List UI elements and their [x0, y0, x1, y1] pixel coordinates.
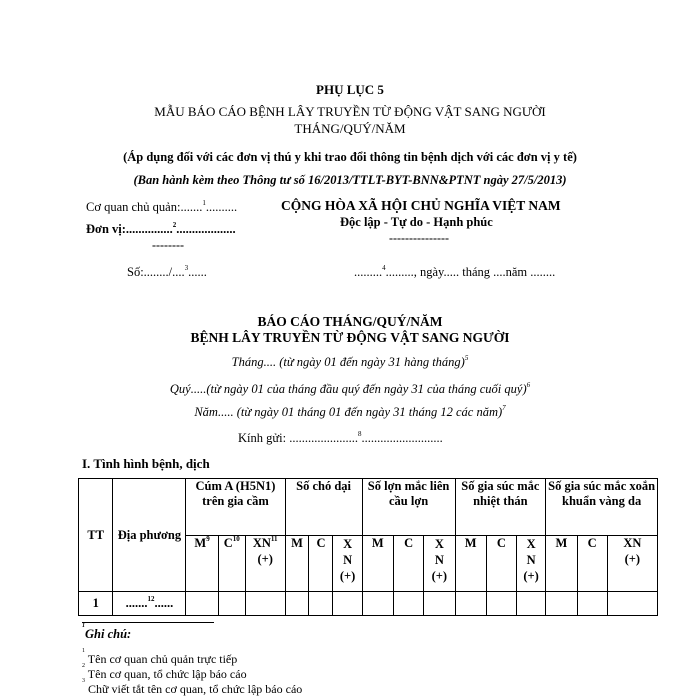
footnote-1-number: 1	[82, 648, 85, 654]
sub-xn-positive: (+)	[624, 552, 641, 566]
authority-line	[86, 200, 237, 215]
place-dots: .........	[354, 265, 383, 279]
place-footnote-ref: 4	[382, 263, 386, 272]
sub-xn-label: XN	[623, 536, 642, 550]
row-1-locality-footnote-ref: 12	[147, 594, 155, 603]
table-cell[interactable]	[486, 592, 516, 616]
row-1-locality	[113, 592, 186, 616]
addressee-label: Kính gửi: ......................	[238, 431, 358, 445]
period-month	[0, 355, 700, 370]
table-cell[interactable]	[285, 592, 309, 616]
table-cell[interactable]	[517, 592, 546, 616]
sub-header-m: M	[285, 536, 309, 592]
authority-label: Cơ quan chủ quản:.......	[86, 200, 203, 214]
table-cell[interactable]	[245, 592, 285, 616]
republic-heading: CỘNG HÒA XÃ HỘI CHỦ NGHĨA VIỆT NAM	[281, 198, 561, 213]
period-year-footnote-ref: 7	[502, 403, 506, 412]
table-cell[interactable]	[362, 592, 393, 616]
group-header-leptospira: Số gia súc mắc xoắn khuẩn vàng da	[546, 479, 658, 536]
xn-n: N	[434, 553, 444, 567]
table-cell[interactable]	[393, 592, 423, 616]
sub-header-xn	[607, 536, 657, 592]
unit-divider: --------	[152, 238, 184, 252]
table-cell[interactable]	[455, 592, 486, 616]
sub-header-m: M	[546, 536, 577, 592]
period-month-text: Tháng.... (từ ngày 01 đến ngày 31 hàng tháng)	[231, 355, 465, 369]
sub-header-xn	[245, 536, 285, 592]
sub-header-c: C	[486, 536, 516, 592]
sub-header-xn	[333, 536, 362, 592]
document-number-line	[127, 265, 207, 280]
issued-with-note: (Ban hành kèm theo Thông tư số 16/2013/TTLT-BYT-BNN&PTNT ngày 27/5/2013)	[133, 173, 567, 187]
addressee-footnote-ref: 8	[357, 429, 362, 438]
annex-title: PHỤ LỤC 5	[316, 82, 384, 97]
xn-n: N	[526, 553, 536, 567]
applicability-note: (Áp dụng đối với các đơn vị thú y khi trao đổi thông tin bệnh dịch với các đơn vị y tế)	[123, 150, 577, 164]
footnote-3-number: 3	[82, 678, 85, 684]
authority-footnote-ref: 1	[202, 198, 206, 207]
table-cell[interactable]	[309, 592, 333, 616]
xn-x: X	[434, 537, 444, 551]
unit-dots: ...................	[176, 222, 236, 236]
group-header-anthrax: Số gia súc mắc nhiệt thán	[455, 479, 546, 536]
table-cell[interactable]	[424, 592, 455, 616]
sub-header-c: C	[393, 536, 423, 592]
table-cell[interactable]	[546, 592, 577, 616]
national-motto: Độc lập - Tự do - Hạnh phúc	[340, 215, 493, 229]
group-header-rabies: Số chó dại	[285, 479, 362, 536]
xn-n: N	[343, 553, 353, 567]
document-number-dots: ......	[188, 265, 207, 279]
notes-heading	[82, 623, 132, 642]
group-header-swine-strep: Số lợn mắc liên cầu lợn	[362, 479, 455, 536]
table-cell[interactable]	[577, 592, 607, 616]
table-cell[interactable]	[333, 592, 362, 616]
form-title-line-1: MẪU BÁO CÁO BỆNH LÂY TRUYỀN TỪ ĐỘNG VẬT SANG NGƯỜI	[154, 104, 546, 119]
xn-x: X	[526, 537, 536, 551]
disease-report-table	[78, 478, 658, 616]
footnote-2-text: Tên cơ quan, tổ chức lập báo cáo	[87, 667, 247, 681]
row-1-tt: 1	[79, 592, 113, 616]
motto-divider: ---------------	[389, 231, 449, 245]
sub-header-c: C	[577, 536, 607, 592]
sub-header-xn	[517, 536, 546, 592]
period-quarter-text: Quý.....(từ ngày 01 của tháng đầu quý đến ngày 31 của tháng cuối quý)	[169, 382, 527, 396]
footnote-1-text: Tên cơ quan chủ quản trực tiếp	[87, 652, 238, 666]
sub-header-c	[218, 536, 245, 592]
notes-heading-footnote-ref: 1	[82, 623, 85, 629]
sub-xn-positive: (+)	[257, 552, 273, 566]
sub-m-footnote-ref: 9	[206, 534, 210, 543]
sub-header-m	[186, 536, 218, 592]
sub-header-c: C	[309, 536, 333, 592]
footnote-3-text: Chữ viết tắt tên cơ quan, tổ chức lập báo cáo	[88, 682, 303, 696]
period-quarter	[0, 382, 700, 397]
table-cell[interactable]	[218, 592, 245, 616]
document-number-label: Số:......../....	[127, 265, 185, 279]
sub-header-xn	[424, 536, 455, 592]
xn-positive: (+)	[339, 569, 356, 583]
table-cell[interactable]	[186, 592, 218, 616]
period-year-text: Năm..... (từ ngày 01 tháng 01 đến ngày 31 tháng 12 các năm)	[194, 405, 503, 419]
row-1-locality-dots-end: ......	[154, 596, 174, 610]
xn-x: X	[343, 537, 353, 551]
footnote-1	[82, 648, 238, 667]
xn-positive: (+)	[523, 569, 539, 583]
row-1-locality-dots: .......	[125, 596, 148, 610]
footnote-2-number: 2	[82, 663, 85, 669]
xn-positive: (+)	[431, 569, 448, 583]
col-header-tt: TT	[79, 479, 113, 592]
sub-c-label: C	[223, 536, 233, 550]
sub-xn-footnote-ref: 11	[270, 534, 278, 543]
period-year	[0, 405, 700, 420]
table-cell[interactable]	[607, 592, 657, 616]
addressee-line	[238, 431, 443, 446]
sub-m-label: M	[194, 536, 207, 550]
date-fields: ........., ngày..... tháng ....năm ........	[385, 265, 556, 279]
period-month-footnote-ref: 5	[464, 353, 469, 362]
authority-dots: ..........	[205, 200, 238, 214]
unit-line	[86, 222, 236, 237]
footnote-2	[82, 663, 247, 682]
group-header-h5n1: Cúm A (H5N1) trên gia cầm	[186, 479, 285, 536]
addressee-dots: ..........................	[361, 431, 443, 445]
period-quarter-footnote-ref: 6	[526, 380, 531, 389]
sub-header-m: M	[455, 536, 486, 592]
place-date-line	[354, 265, 555, 280]
footnote-3	[82, 678, 303, 697]
document-number-footnote-ref: 3	[184, 263, 189, 272]
section-heading: I. Tình hình bệnh, dịch	[82, 456, 210, 471]
sub-header-m: M	[362, 536, 393, 592]
footnote-rule	[82, 622, 214, 623]
form-title-line-2: THÁNG/QUÝ/NĂM	[294, 121, 406, 136]
unit-label: Đơn vị:...............	[86, 222, 173, 236]
report-title-line-2: BỆNH LÂY TRUYỀN TỪ ĐỘNG VẬT SANG NGƯỜI	[190, 330, 510, 345]
sub-c-footnote-ref: 10	[232, 534, 240, 543]
sub-xn-label: XN	[252, 536, 271, 550]
notes-heading-text: Ghi chú:	[85, 627, 132, 641]
unit-footnote-ref: 2	[172, 220, 177, 229]
col-header-locality: Địa phương	[113, 479, 186, 592]
report-title-line-1: BÁO CÁO THÁNG/QUÝ/NĂM	[257, 314, 443, 329]
